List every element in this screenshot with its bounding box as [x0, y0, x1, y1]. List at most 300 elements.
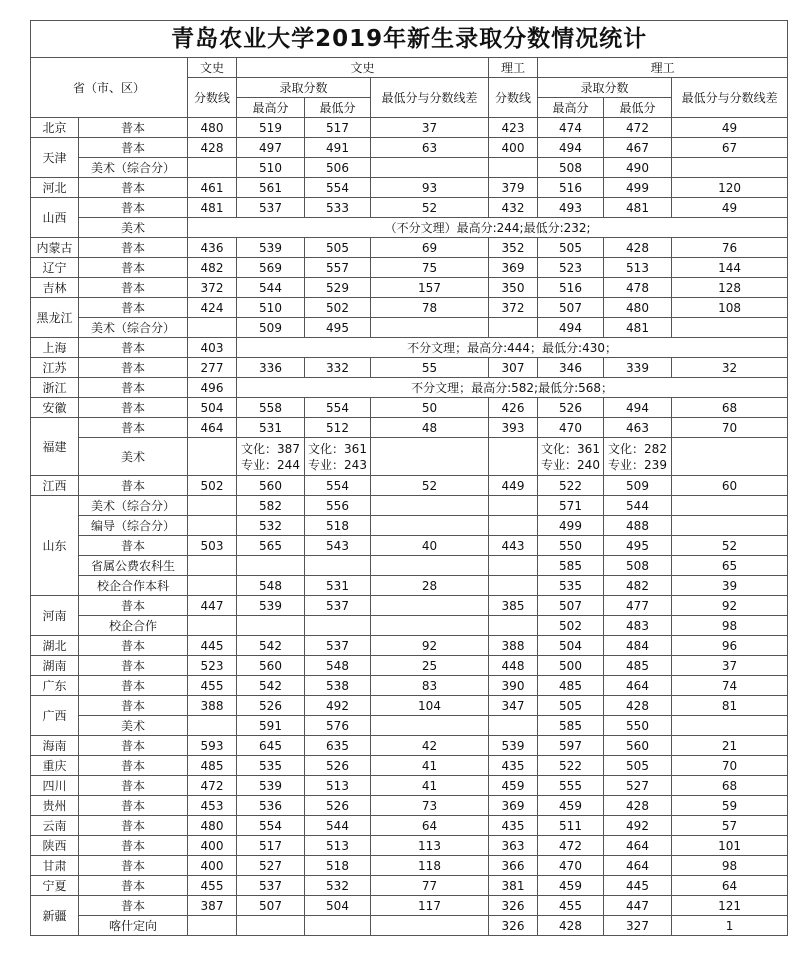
table-row: [31, 496, 788, 516]
ligong-diff-cell: 1: [672, 916, 788, 936]
ligong-line-cell: 326: [489, 916, 538, 936]
ligong-line-cell: 381: [489, 876, 538, 896]
wenshi-diff-cell: 52: [371, 198, 489, 218]
ligong-low-cell: 499: [604, 178, 672, 198]
type-cell: 美术: [79, 438, 188, 476]
wenshi-low-cell: 517: [305, 118, 371, 138]
ligong-high-cell: 523: [538, 258, 604, 278]
table-row: [31, 856, 788, 876]
ligong-high-cell: 504: [538, 636, 604, 656]
ligong-diff-cell: 76: [672, 238, 788, 258]
ligong-line-cell: 388: [489, 636, 538, 656]
wenshi-diff-cell: 77: [371, 876, 489, 896]
ligong-line-cell: 390: [489, 676, 538, 696]
ligong-diff-cell: 59: [672, 796, 788, 816]
table-row: [31, 158, 788, 178]
wenshi-line-cell: [188, 556, 237, 576]
province-cell: 辽宁: [31, 258, 79, 278]
wenshi-low-cell: 513: [305, 776, 371, 796]
wenshi-high-cell: 536: [237, 796, 305, 816]
wenshi-line-cell: [188, 916, 237, 936]
ligong-diff-cell: 68: [672, 398, 788, 418]
ligong-low-cell: 488: [604, 516, 672, 536]
ligong-line-cell: 369: [489, 796, 538, 816]
province-cell: 云南: [31, 816, 79, 836]
wenshi-low-cell: 495: [305, 318, 371, 338]
wenshi-high-cell: 526: [237, 696, 305, 716]
wenshi-high-cell: 542: [237, 636, 305, 656]
province-cell: 四川: [31, 776, 79, 796]
type-cell: 普本: [79, 278, 188, 298]
ligong-line-cell: 326: [489, 896, 538, 916]
ligong-high-cell: 505: [538, 238, 604, 258]
wenshi-low-cell: 518: [305, 856, 371, 876]
type-cell: 普本: [79, 636, 188, 656]
table-row: [31, 676, 788, 696]
ligong-line-cell: [489, 716, 538, 736]
wenshi-diff-cell: [371, 496, 489, 516]
ligong-diff-cell: 81: [672, 696, 788, 716]
wenshi-high-cell: 510: [237, 158, 305, 178]
type-cell: 普本: [79, 696, 188, 716]
table-row: [31, 378, 788, 398]
province-cell: 山西: [31, 198, 79, 238]
ligong-diff-cell: 60: [672, 476, 788, 496]
wenshi-low-cell: 635: [305, 736, 371, 756]
province-cell: 甘肃: [31, 856, 79, 876]
ligong-high-cell: 470: [538, 418, 604, 438]
province-cell: 江西: [31, 476, 79, 496]
ligong-line-cell: 539: [489, 736, 538, 756]
type-cell: 美术（综合分）: [79, 158, 188, 178]
ligong-high-cell: 474: [538, 118, 604, 138]
major-score: 专业：244: [241, 457, 300, 472]
ligong-line-cell: 393: [489, 418, 538, 438]
wenshi-line-cell: [188, 716, 237, 736]
header-wenshi-score-line: 分数线: [188, 78, 237, 118]
ligong-diff-cell: 128: [672, 278, 788, 298]
ligong-low-cell: 550: [604, 716, 672, 736]
ligong-low-cell: 480: [604, 298, 672, 318]
wenshi-high-cell: 560: [237, 476, 305, 496]
wenshi-high-cell: [237, 438, 305, 476]
province-cell: 浙江: [31, 378, 79, 398]
ligong-low-cell: 560: [604, 736, 672, 756]
wenshi-high-cell: 591: [237, 716, 305, 736]
table-row: [31, 258, 788, 278]
ligong-diff-cell: 49: [672, 198, 788, 218]
header-wenshi-highest: 最高分: [237, 98, 305, 118]
ligong-high-cell: 493: [538, 198, 604, 218]
wenshi-low-cell: 492: [305, 696, 371, 716]
admission-score-table: [30, 20, 788, 936]
ligong-line-cell: 448: [489, 656, 538, 676]
wenshi-diff-cell: [371, 158, 489, 178]
ligong-diff-cell: 57: [672, 816, 788, 836]
wenshi-line-cell: 400: [188, 836, 237, 856]
table-row: [31, 338, 788, 358]
province-cell: 湖北: [31, 636, 79, 656]
wenshi-high-cell: 539: [237, 596, 305, 616]
wenshi-low-cell: 554: [305, 398, 371, 418]
wenshi-diff-cell: 93: [371, 178, 489, 198]
wenshi-line-cell: 428: [188, 138, 237, 158]
type-cell: 美术: [79, 218, 188, 238]
ligong-low-cell: 464: [604, 836, 672, 856]
province-cell: 北京: [31, 118, 79, 138]
ligong-low-cell: 494: [604, 398, 672, 418]
ligong-low-cell: 505: [604, 756, 672, 776]
ligong-high-cell: 511: [538, 816, 604, 836]
ligong-high-cell: 585: [538, 556, 604, 576]
province-cell: 山东: [31, 496, 79, 596]
table-row: [31, 756, 788, 776]
table-row: [31, 656, 788, 676]
table-title: 青岛农业大学2019年新生录取分数情况统计: [31, 21, 788, 58]
wenshi-low-cell: [305, 916, 371, 936]
province-cell: 河北: [31, 178, 79, 198]
ligong-high-cell: 459: [538, 876, 604, 896]
wenshi-diff-cell: 63: [371, 138, 489, 158]
ligong-diff-cell: 98: [672, 616, 788, 636]
ligong-line-cell: 443: [489, 536, 538, 556]
wenshi-low-cell: 538: [305, 676, 371, 696]
wenshi-low-cell: 526: [305, 756, 371, 776]
ligong-high-cell: 428: [538, 916, 604, 936]
table-row: [31, 298, 788, 318]
wenshi-high-cell: 539: [237, 776, 305, 796]
wenshi-line-cell: [188, 516, 237, 536]
ligong-diff-cell: 96: [672, 636, 788, 656]
ligong-high-cell: 494: [538, 318, 604, 338]
wenshi-diff-cell: 64: [371, 816, 489, 836]
ligong-high-cell: 455: [538, 896, 604, 916]
wenshi-line-cell: 461: [188, 178, 237, 198]
ligong-diff-cell: 49: [672, 118, 788, 138]
ligong-line-cell: [489, 576, 538, 596]
type-cell: 省属公费农科生: [79, 556, 188, 576]
table-row: [31, 816, 788, 836]
ligong-diff-cell: [672, 716, 788, 736]
table-row: [31, 536, 788, 556]
ligong-diff-cell: 65: [672, 556, 788, 576]
ligong-low-cell: 428: [604, 796, 672, 816]
wenshi-diff-cell: 75: [371, 258, 489, 278]
wenshi-high-cell: 569: [237, 258, 305, 278]
ligong-diff-cell: [672, 318, 788, 338]
ligong-high-cell: 508: [538, 158, 604, 178]
ligong-high-cell: 597: [538, 736, 604, 756]
ligong-low-cell: 428: [604, 238, 672, 258]
wenshi-diff-cell: 92: [371, 636, 489, 656]
ligong-diff-cell: [672, 496, 788, 516]
table-row: [31, 218, 788, 238]
type-cell: 普本: [79, 398, 188, 418]
major-score: 专业：243: [308, 457, 367, 472]
ligong-low-cell: 513: [604, 258, 672, 278]
wenshi-diff-cell: [371, 616, 489, 636]
type-cell: 普本: [79, 876, 188, 896]
wenshi-low-cell: 554: [305, 178, 371, 198]
ligong-line-cell: 363: [489, 836, 538, 856]
header-ligong-highest: 最高分: [538, 98, 604, 118]
header-wenshi-diff: 最低分与分数线差: [371, 78, 489, 118]
wenshi-high-cell: 531: [237, 418, 305, 438]
type-cell: 美术（综合分）: [79, 318, 188, 338]
wenshi-line-cell: 400: [188, 856, 237, 876]
ligong-line-cell: 369: [489, 258, 538, 278]
wenshi-low-cell: 505: [305, 238, 371, 258]
table-row: [31, 736, 788, 756]
major-score: 专业：239: [608, 457, 667, 472]
table-row: [31, 118, 788, 138]
table-row: [31, 516, 788, 536]
ligong-line-cell: 307: [489, 358, 538, 378]
type-cell: 普本: [79, 378, 188, 398]
ligong-high-cell: 502: [538, 616, 604, 636]
wenshi-line-cell: [188, 318, 237, 338]
ligong-low-cell: 495: [604, 536, 672, 556]
ligong-line-cell: 432: [489, 198, 538, 218]
wenshi-low-cell: [305, 556, 371, 576]
wenshi-diff-cell: 113: [371, 836, 489, 856]
wenshi-high-cell: 510: [237, 298, 305, 318]
header-ligong-admit-scores: 录取分数: [538, 78, 672, 98]
wenshi-line-cell: [188, 158, 237, 178]
type-cell: 普本: [79, 258, 188, 278]
table-row: [31, 556, 788, 576]
wenshi-diff-cell: [371, 916, 489, 936]
ligong-diff-cell: [672, 438, 788, 476]
ligong-line-cell: [489, 496, 538, 516]
title-row: [31, 21, 788, 58]
ligong-high-cell: 507: [538, 298, 604, 318]
ligong-low-cell: 327: [604, 916, 672, 936]
wenshi-line-cell: 455: [188, 676, 237, 696]
ligong-diff-cell: 70: [672, 756, 788, 776]
wenshi-low-cell: 513: [305, 836, 371, 856]
culture-score: 文化：282: [608, 441, 667, 456]
wenshi-diff-cell: 40: [371, 536, 489, 556]
ligong-line-cell: 385: [489, 596, 538, 616]
wenshi-line-cell: 453: [188, 796, 237, 816]
ligong-low-cell: 447: [604, 896, 672, 916]
ligong-line-cell: [489, 318, 538, 338]
header-province: 省（市、区）: [31, 58, 188, 118]
header-ligong-score-line: 分数线: [489, 78, 538, 118]
ligong-diff-cell: 98: [672, 856, 788, 876]
wenshi-high-cell: 558: [237, 398, 305, 418]
ligong-low-cell: 463: [604, 418, 672, 438]
type-cell: 普本: [79, 338, 188, 358]
table-row: [31, 636, 788, 656]
ligong-low-cell: 464: [604, 856, 672, 876]
type-cell: 编导（综合分）: [79, 516, 188, 536]
type-cell: 普本: [79, 656, 188, 676]
culture-score: 文化：361: [541, 441, 600, 456]
wenshi-high-cell: 560: [237, 656, 305, 676]
wenshi-low-cell: 554: [305, 476, 371, 496]
ligong-low-cell: 472: [604, 118, 672, 138]
culture-score: 文化：361: [308, 441, 367, 456]
type-cell: 普本: [79, 756, 188, 776]
ligong-line-cell: [489, 158, 538, 178]
ligong-line-cell: [489, 556, 538, 576]
province-cell: 吉林: [31, 278, 79, 298]
wenshi-line-cell: 447: [188, 596, 237, 616]
wenshi-line-cell: 523: [188, 656, 237, 676]
wenshi-diff-cell: 118: [371, 856, 489, 876]
ligong-diff-cell: 70: [672, 418, 788, 438]
wenshi-high-cell: 542: [237, 676, 305, 696]
type-cell: 普本: [79, 418, 188, 438]
ligong-diff-cell: 39: [672, 576, 788, 596]
type-cell: 喀什定向: [79, 916, 188, 936]
wenshi-low-cell: 332: [305, 358, 371, 378]
ligong-high-cell: 550: [538, 536, 604, 556]
table-row: [31, 178, 788, 198]
ligong-high-cell: 585: [538, 716, 604, 736]
wenshi-high-cell: 532: [237, 516, 305, 536]
merged-note-cell: 不分文理；最高分:582;最低分:568；: [237, 378, 788, 398]
table-row: [31, 398, 788, 418]
wenshi-line-cell: 388: [188, 696, 237, 716]
ligong-line-cell: 372: [489, 298, 538, 318]
type-cell: 普本: [79, 796, 188, 816]
ligong-diff-cell: 64: [672, 876, 788, 896]
ligong-line-cell: [489, 616, 538, 636]
wenshi-high-cell: 565: [237, 536, 305, 556]
header-row-1: [31, 58, 788, 78]
wenshi-line-cell: 403: [188, 338, 237, 358]
ligong-diff-cell: 74: [672, 676, 788, 696]
wenshi-low-cell: [305, 616, 371, 636]
wenshi-diff-cell: [371, 596, 489, 616]
merged-note-cell: （不分文理）最高分:244;最低分:232;: [188, 218, 788, 238]
type-cell: 普本: [79, 816, 188, 836]
province-cell: 天津: [31, 138, 79, 178]
table-row: [31, 796, 788, 816]
province-cell: 广东: [31, 676, 79, 696]
type-cell: 普本: [79, 178, 188, 198]
wenshi-diff-cell: 25: [371, 656, 489, 676]
wenshi-high-cell: 554: [237, 816, 305, 836]
ligong-high-cell: 494: [538, 138, 604, 158]
table-row: [31, 278, 788, 298]
ligong-high-cell: 472: [538, 836, 604, 856]
type-cell: 校企合作本科: [79, 576, 188, 596]
type-cell: 普本: [79, 776, 188, 796]
type-cell: 校企合作: [79, 616, 188, 636]
wenshi-diff-cell: 55: [371, 358, 489, 378]
ligong-low-cell: [604, 438, 672, 476]
wenshi-low-cell: 532: [305, 876, 371, 896]
ligong-high-cell: 485: [538, 676, 604, 696]
wenshi-diff-cell: 48: [371, 418, 489, 438]
wenshi-diff-cell: 117: [371, 896, 489, 916]
table-row: [31, 876, 788, 896]
province-cell: 江苏: [31, 358, 79, 378]
wenshi-low-cell: 557: [305, 258, 371, 278]
ligong-line-cell: 366: [489, 856, 538, 876]
province-cell: 新疆: [31, 896, 79, 936]
ligong-line-cell: [489, 438, 538, 476]
wenshi-high-cell: [237, 616, 305, 636]
wenshi-low-cell: 543: [305, 536, 371, 556]
ligong-low-cell: 477: [604, 596, 672, 616]
type-cell: 普本: [79, 896, 188, 916]
ligong-low-cell: 339: [604, 358, 672, 378]
province-cell: 海南: [31, 736, 79, 756]
wenshi-line-cell: 482: [188, 258, 237, 278]
type-cell: 普本: [79, 736, 188, 756]
wenshi-line-cell: [188, 616, 237, 636]
wenshi-high-cell: [237, 556, 305, 576]
wenshi-low-cell: 537: [305, 596, 371, 616]
wenshi-high-cell: 519: [237, 118, 305, 138]
score-table-container: [30, 20, 787, 936]
wenshi-low-cell: 526: [305, 796, 371, 816]
ligong-diff-cell: 67: [672, 138, 788, 158]
header-ligong-group: 理工: [538, 58, 788, 78]
ligong-high-cell: 522: [538, 756, 604, 776]
ligong-line-cell: 435: [489, 816, 538, 836]
wenshi-line-cell: 480: [188, 816, 237, 836]
ligong-high-cell: 516: [538, 278, 604, 298]
table-row: [31, 716, 788, 736]
wenshi-line-cell: 387: [188, 896, 237, 916]
type-cell: 普本: [79, 358, 188, 378]
wenshi-diff-cell: 83: [371, 676, 489, 696]
wenshi-line-cell: 503: [188, 536, 237, 556]
ligong-low-cell: 484: [604, 636, 672, 656]
wenshi-line-cell: 480: [188, 118, 237, 138]
ligong-line-cell: 426: [489, 398, 538, 418]
wenshi-low-cell: 556: [305, 496, 371, 516]
table-row: [31, 696, 788, 716]
wenshi-line-cell: 504: [188, 398, 237, 418]
header-ligong: 理工: [489, 58, 538, 78]
wenshi-line-cell: 436: [188, 238, 237, 258]
province-cell: 上海: [31, 338, 79, 358]
ligong-diff-cell: 121: [672, 896, 788, 916]
ligong-diff-cell: 37: [672, 656, 788, 676]
wenshi-low-cell: 504: [305, 896, 371, 916]
ligong-low-cell: 492: [604, 816, 672, 836]
ligong-diff-cell: [672, 516, 788, 536]
province-cell: 广西: [31, 696, 79, 736]
ligong-line-cell: 347: [489, 696, 538, 716]
wenshi-diff-cell: [371, 438, 489, 476]
header-ligong-diff: 最低分与分数线差: [672, 78, 788, 118]
ligong-high-cell: [538, 438, 604, 476]
table-row: [31, 198, 788, 218]
header-wenshi: 文史: [188, 58, 237, 78]
ligong-diff-cell: 144: [672, 258, 788, 278]
wenshi-high-cell: 539: [237, 238, 305, 258]
ligong-line-cell: 379: [489, 178, 538, 198]
ligong-low-cell: 481: [604, 198, 672, 218]
wenshi-line-cell: 481: [188, 198, 237, 218]
ligong-diff-cell: 21: [672, 736, 788, 756]
wenshi-high-cell: 336: [237, 358, 305, 378]
province-cell: 福建: [31, 418, 79, 476]
type-cell: 普本: [79, 198, 188, 218]
table-row: [31, 616, 788, 636]
ligong-diff-cell: 108: [672, 298, 788, 318]
wenshi-line-cell: [188, 496, 237, 516]
type-cell: 普本: [79, 596, 188, 616]
